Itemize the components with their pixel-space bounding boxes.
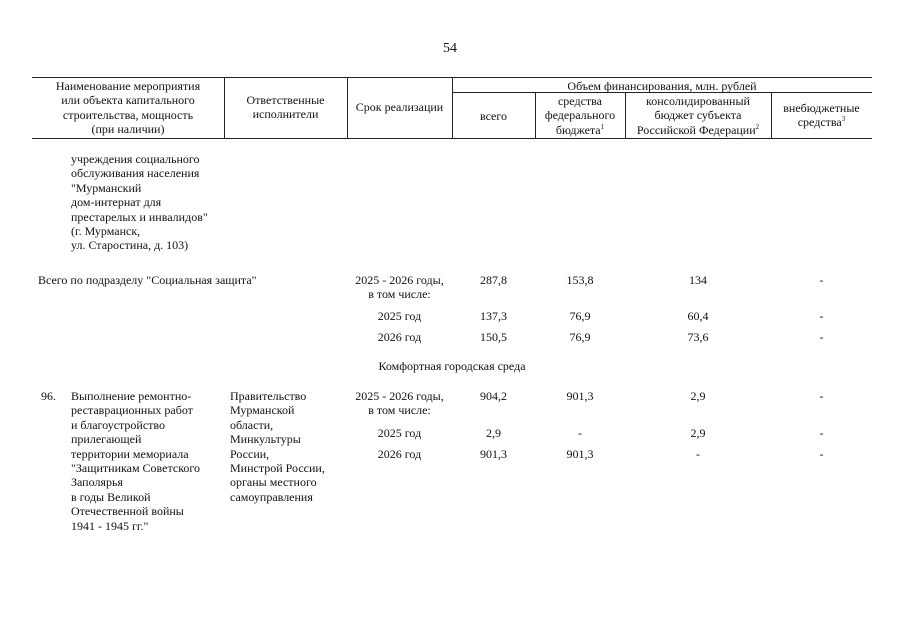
header-regional-text: Российской Федерации: [636, 122, 756, 137]
subtotal-regional: 134: [689, 273, 707, 287]
item-name-line: прилегающей: [71, 432, 142, 447]
item-total: 901,3: [480, 447, 507, 461]
header-federal-line: федерального: [544, 108, 616, 123]
continuation-line: дом-интернат для: [71, 195, 162, 210]
item-row-period: [347, 389, 452, 418]
item-executors: [230, 389, 325, 504]
header-regional-line: бюджет субъекта: [654, 108, 742, 123]
subtotal-regional: 60,4: [687, 309, 709, 323]
header-federal-text: бюджета: [555, 122, 601, 137]
continuation-text: [71, 152, 208, 253]
item-name-line: и благоустройство: [71, 417, 166, 432]
item-name-line: "Защитникам Советского: [71, 461, 201, 476]
continuation-line: "Мурманский: [71, 180, 142, 195]
header-executors-col: [224, 93, 347, 122]
item-name-line: Заполярья: [71, 475, 123, 490]
subtotal-regional: 73,6: [687, 330, 709, 344]
item-name-line: 1941 - 1945 гг.": [71, 518, 149, 533]
subtotal-extra: -: [819, 309, 824, 323]
item-extra: -: [819, 447, 824, 461]
subtotal-total: 287,8: [480, 273, 507, 287]
item-name-line: реставрационных работ: [71, 403, 193, 418]
item-executor-line: Правительство: [230, 389, 307, 403]
header-funding-group: Объем финансирования, млн. рублей: [567, 79, 757, 93]
header-name-line: Наименование мероприятия: [55, 79, 201, 93]
item-executor-line: области,: [230, 417, 274, 432]
subtotal-row-period: 2026 год: [377, 330, 422, 344]
item-executor-line: самоуправления: [230, 489, 313, 504]
header-name-line: строительства, мощность: [62, 107, 194, 122]
item-regional: -: [696, 447, 700, 461]
item-federal: 901,3: [566, 447, 594, 461]
item-regional: 2,9: [690, 389, 706, 403]
header-extra-line: внебюджетные: [783, 101, 860, 115]
continuation-line: обслуживания населения: [71, 166, 200, 181]
item-executor-line: Мурманской: [230, 403, 295, 418]
item-executor-line: органы местного: [230, 475, 317, 490]
footnote-mark: 1: [600, 122, 605, 131]
subtotal-total: 150,5: [480, 330, 507, 344]
header-federal-line: средства: [557, 94, 602, 108]
continuation-line: (г. Мурманск,: [71, 224, 141, 239]
period-line: 2025 - 2026 годы,: [355, 273, 444, 287]
period-line: в том числе:: [368, 403, 431, 418]
item-number: 96.: [41, 389, 56, 403]
footnote-mark: 3: [841, 115, 846, 124]
item-executor-line: России,: [230, 446, 270, 461]
item-executor-line: Минстрой России,: [230, 461, 325, 476]
subtotal-total: 137,3: [480, 309, 507, 323]
item-total: 904,2: [480, 389, 507, 403]
header-name-col: [32, 79, 224, 137]
header-executors-line: исполнители: [252, 107, 319, 122]
period-line: в том числе:: [368, 287, 431, 302]
section-title: Комфортная городская среда: [378, 359, 526, 373]
subtotal-row-period: 2025 год: [377, 309, 422, 323]
subtotal-extra: -: [819, 330, 824, 344]
item-row-period: 2025 год: [377, 426, 422, 440]
item-extra: -: [819, 426, 824, 440]
continuation-line: престарелых и инвалидов": [71, 209, 208, 224]
item-total: 2,9: [486, 426, 501, 440]
header-period-col: Срок реализации: [355, 100, 444, 114]
subtotal-row-period: [347, 273, 452, 302]
header-executors-line: Ответственные: [246, 93, 325, 107]
header-federal-line: [535, 123, 625, 137]
period-line: 2025 - 2026 годы,: [355, 389, 444, 403]
continuation-line: ул. Старостина, д. 103): [71, 238, 189, 253]
header-federal-col: [535, 94, 625, 137]
header-extra-text: средства: [797, 115, 842, 130]
header-bottom-rule: [32, 138, 872, 139]
item-name-line: в годы Великой: [71, 489, 151, 504]
subtotal-extra: -: [819, 273, 824, 287]
page-number: 54: [443, 41, 457, 56]
header-extra-col: [771, 101, 872, 130]
item-row-period: 2026 год: [377, 447, 422, 461]
header-regional-line: [625, 123, 771, 137]
header-name-line: (при наличии): [91, 122, 165, 137]
item-executor-line: Минкультуры: [230, 432, 301, 447]
subtotal-federal: 76,9: [569, 330, 591, 344]
header-regional-col: [625, 94, 771, 137]
item-name-line: Выполнение ремонтно-: [71, 389, 192, 403]
item-federal: -: [578, 426, 582, 440]
header-name-line: или объекта капитального: [61, 93, 195, 108]
header-regional-line: консолидированный: [646, 94, 750, 108]
header-extra-line: [771, 115, 872, 129]
subtotal-label: Всего по подразделу "Социальная защита": [38, 273, 257, 287]
header-total-col: всего: [479, 109, 508, 123]
footnote-mark: 2: [755, 122, 760, 131]
item-name: [71, 389, 200, 533]
item-extra: -: [819, 389, 824, 403]
subtotal-federal: 153,8: [566, 273, 594, 287]
item-federal: 901,3: [566, 389, 594, 403]
item-regional: 2,9: [690, 426, 706, 440]
subtotal-federal: 76,9: [569, 309, 591, 323]
item-name-line: территории мемориала: [71, 446, 189, 461]
item-name-line: Отечественной войны: [71, 504, 184, 519]
continuation-line: учреждения социального: [71, 152, 200, 166]
